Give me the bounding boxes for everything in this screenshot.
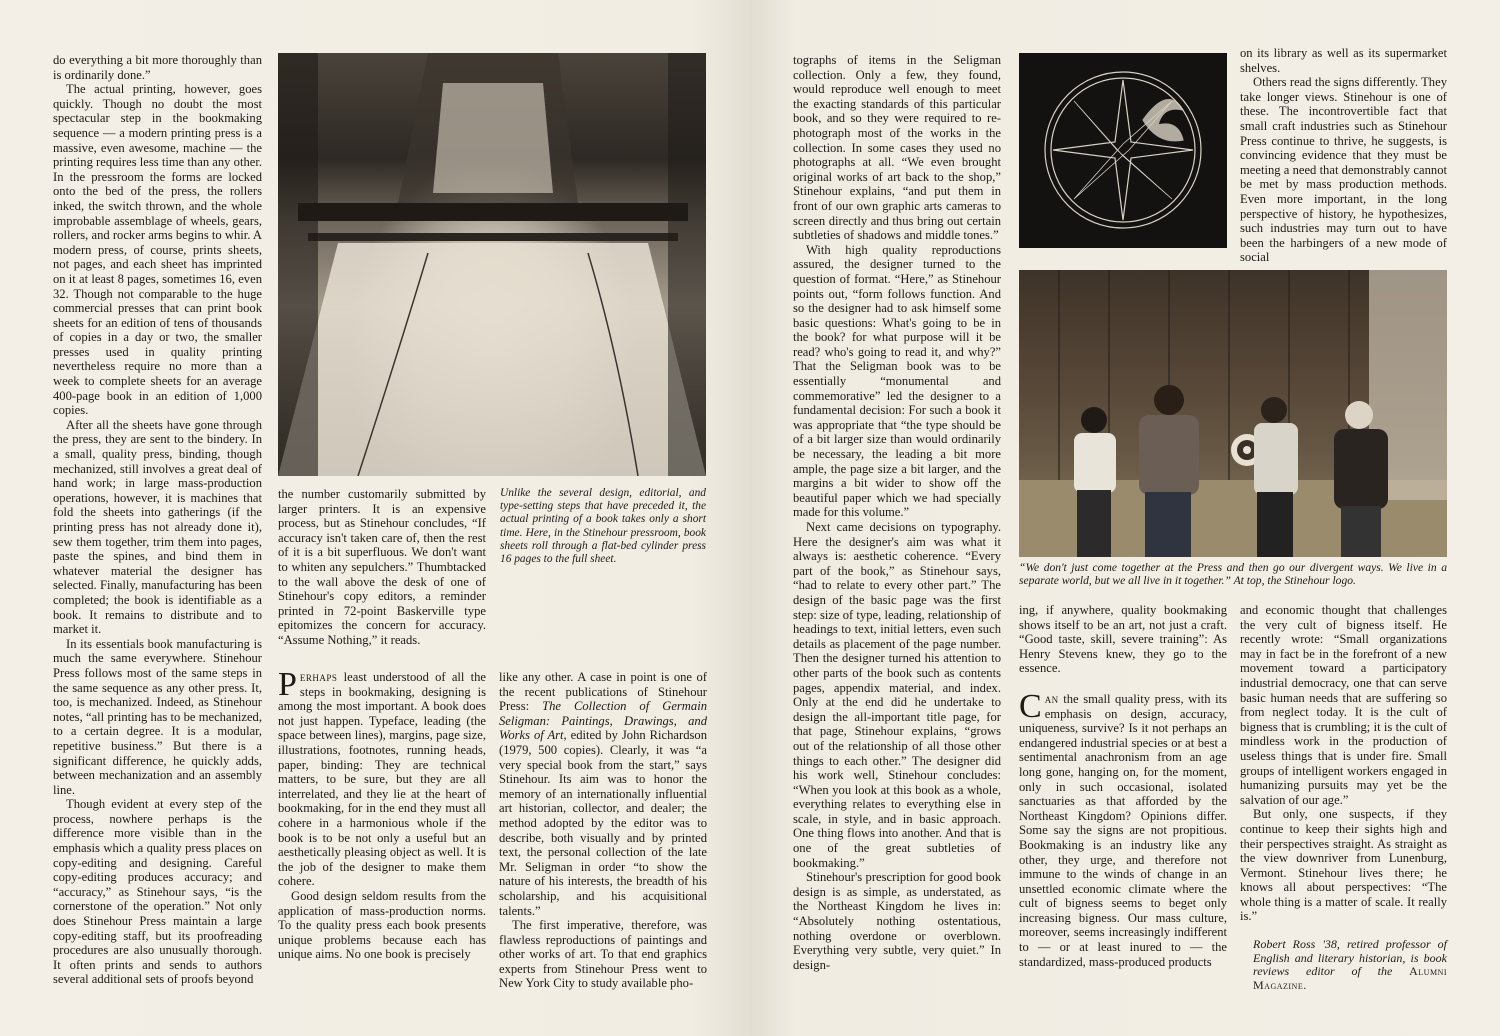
text: the small quality press, with its emphasis on design, accuracy, uniqueness, survive? Is it not perhaps an endangered industrial species or at best a sentimental anachronism from an age long gone, hanging on, for the moment, only in such occasional, isolated sanctuaries as that afforded by the Northeast Kingdom? Opinions differ. Some say the signs are not propitious. Bookmaking is an industry like any other, they urge, and therefore not immune to the winds of change in an unsettled economic climate where the cult of bigness seems to beget only increasing bigness. Our mass culture, moreover, seems increasingly indifferent to — or at least inured to — the standardized, mass-produced products <box>1019 691 1227 969</box>
right-column-2 <box>1019 603 1227 969</box>
left-column-3 <box>499 670 707 991</box>
paragraph <box>278 666 486 889</box>
paragraph: do everything a bit more thoroughly than is ordinarily done.” <box>53 53 262 82</box>
stinehour-logo-photo <box>1019 53 1227 248</box>
left-column-2-top <box>278 487 486 648</box>
drop-cap: C <box>1019 687 1042 725</box>
left-column-2-bottom <box>278 666 486 962</box>
magazine-name: Alumni Magazine. <box>1253 964 1447 992</box>
right-column-3-top <box>1240 46 1447 265</box>
paragraph: Stinehour's prescription for good book design is as simple, as understated, as the Northeast Kingdom he lives in: “Absolutely nothing ostentatious, nothing overdone or overblown. Everything very subtle, very quiet.” In design- <box>793 870 1001 972</box>
paragraph: But only, one suspects, if they continue to keep their sights high and their perspectives straight. As straight as the view downriver from Lunenburg, Vermont. Stinehour lives there; he knows all about perspectives: “The whole thing is a matter of scale. It really is.” <box>1240 807 1447 924</box>
paragraph <box>1019 687 1227 969</box>
left-column-1 <box>53 53 262 987</box>
paragraph <box>499 670 707 918</box>
drop-cap: P <box>278 666 297 703</box>
photo-caption: Unlike the several design, editorial, and type-setting steps that have preceded it, the actual printing of a book takes only a short time. Here, in the Stinehour pressroom, book sheets roll through a flat-bed cylinder press 16 pages to the full sheet. <box>500 487 706 566</box>
paragraph: ing, if anywhere, quality bookmaking shows itself to be an art, not just a craft. “Good taste, skill, severe training”: As Henry Stevens knew, they go to the essence. <box>1019 603 1227 676</box>
paragraph: The first imperative, therefore, was flawless reproductions of paintings and other works of art. To that end graphics experts from Stinehour Press went to New York City to study available pho- <box>499 918 707 991</box>
text: least understood of all the steps in bookmaking, designing is among the most important. A book does not just happen. Typeface, leading (the space between lines), margins, page size, illustrations, footnotes, running heads, paper, binding: They are technical matters, to be sure, but they are all interrelated, and they lie at the heart of bookmaking, for in the end they must all cohere in a harmonious whole if the book is to be not only a useful but an aesthetically pleasing object as well. It is the job of the designer to make them cohere. <box>278 670 486 889</box>
paragraph: on its library as well as its supermarket shelves. <box>1240 46 1447 75</box>
text: like any other. A case in point is one of the recent publications of Stinehour Press: <box>499 670 707 714</box>
book-title: The Collection of Germain Seligman: Paintings, Drawings, and Works of Art, <box>499 699 707 743</box>
compass-logo-icon <box>1019 53 1227 248</box>
paragraph: Others read the signs differently. They take longer views. Stinehour is one of these. The incontrovertible fact that small craft industries such as Stinehour Press continue to thrive, he suggests, is convincing evidence that they must be meeting a need that demonstrably cannot be met by mass production methods. Even more important, in the long perspective of history, he hypothesizes, such industries may turn out to have been the harbingers of a new mode of social <box>1240 75 1447 265</box>
small-caps-lead: an <box>1044 691 1059 706</box>
paragraph: In its essentials book manufacturing is much the same everywhere. Stinehour Press follows most of the same steps in the same sequence as any other press. It, too, is mechanized. Indeed, as Stinehour notes, “all printing has to be mechanized, to a certain degree. It is a modular, repetitive business.” But there is a significant difference, he quickly adds, between mechanization and an assembly line. <box>53 636 262 797</box>
workers-photo <box>1019 270 1447 557</box>
paragraph: tographs of items in the Seligman collection. Only a few, they found, would reproduce well enough to meet the exacting standards of this particular book, and so they were required to re-photograph most of the works in the collection. In some cases they used no photographs at all. “We even brought original works of art back to the shop,” Stinehour explains, “and put them in front of our own graphic arts cameras to screen directly and thus bring out certain subtleties of shadows and middle tones.” <box>793 53 1001 243</box>
paragraph: and economic thought that challenges the very cult of bigness itself. He recently wrote: “Small organizations may in fact be in the forefront of a new movement toward a participatory industrial democracy, one that can serve basic human needs that are suffering so from neglect today. It is the cult of bigness that is crumbling; it is the cult of mindless work in the production of useless things that is under fire. Small groups of intelligent workers engaged in humanizing pursuits may yet be the salvation of our age.” <box>1240 603 1447 807</box>
paragraph: After all the sheets have gone through the press, they are sent to the bindery. In a small, quality press, binding, though mechanized, still involves a great deal of hand work; in large mass-production operations, however, it is machines that fold the sheets into gatherings (if the printing press has not already done it), sew them together, trim them into pages, paste the spines, and bind them in whatever material the designer has selected. Finally, manufacturing has been completed; the book is identifiable as a book. It remains to distribute and to market it. <box>53 417 262 637</box>
pressroom-photo <box>278 53 706 476</box>
paragraph: Good design seldom results from the application of mass-production norms. To the quality press each book presents unique problems because each has unique aims. No one book is precisely <box>278 888 486 962</box>
right-column-1 <box>793 53 1001 972</box>
author-note <box>1240 938 1447 992</box>
text: edited by John Richardson (1979, 500 copies). Clearly, it was “a very special book from the start,” says Stinehour. Its aim was to honor the memory of an internationally influential art historian, collector, and dealer; the method adopted by the editor was to describe, both visually and by printed text, the personal collection of the late Mr. Seligman in order “to show the nature of his interests, the breadth of his scholarship, and his acquisitional talents.” <box>499 728 707 918</box>
paragraph: The actual printing, however, goes quickly. Though no doubt the most spectacular step in the bookmaking sequence — a modern printing press is a massive, even awesome, machine — the printing requires less time than any other. In the pressroom the forms are locked onto the bed of the press, the rollers inked, the switch thrown, and the whole improbable assemblage of wheels, gears, rollers, and rocker arms begins to whir. A modern press, of course, prints sheets, not pages, and each sheet has imprinted on it at least 8 pages, sometimes 16, even 32. Though not comparable to the huge commercial presses that can print book sheets for an edition of tens of thousands of copies in a day or two, the smaller presses used in quality printing nevertheless require no more than a week to complete sheets for an average 400-page book in an edition of 1,000 copies. <box>53 82 262 418</box>
paragraph: Though evident at every step of the process, nowhere perhaps is the difference more visible than in the emphasis which a quality press places on copy-editing and designing. Careful copy-editing produces accuracy; and “accuracy,” as Stinehour says, “is the cornerstone of the operation.” Not only does Stinehour Press maintain a large copy-editing staff, but its proofreading procedures are also unusually thorough. It often prints and sends to authors several additional sets of proofs beyond <box>53 797 262 987</box>
photo-caption: “We don't just come together at the Press and then go our divergent ways. We live in a separate world, but we all live in it together.” At top, the Stinehour logo. <box>1019 561 1447 588</box>
workers-at-barn-illustration <box>1019 270 1447 557</box>
paragraph: Next came decisions on typography. Here the designer's aim was what it always is: aesthetic coherence. “Every part of the book,” as Stinehour says, “had to relate to every other part.” The design of the basic page was the first step: size of type, leading, relationship of headings to text, initial letters, even such details as placement of the page number. Then the designer turned his attention to other parts of the book such as contents pages, appendix material, and index. Only at the end did he undertake to design the all-important title page, for that page, Stinehour explains, “grows out of the relationship of all those other things to each other.” The designer did his work well, Stinehour concludes: “When you look at this book as a whole, everything relates to everything else in scale, in style, and in basic approach. One thing flows into another. And that is one of the great subtleties of bookmaking.” <box>793 520 1001 870</box>
right-column-3-bottom <box>1240 603 1447 992</box>
text: Robert Ross '38, retired professor of English and literary historian, is book reviews editor of the <box>1253 937 1447 979</box>
paragraph: the number customarily submitted by larger printers. It is an expensive process, but as Stinehour concludes, “If accuracy isn't taken care of, then the rest of it is a bit superfluous. We don't want to whiten any sepulchers.” Thumbtacked to the wall above the desk of one of Stinehour's copy editors, a reminder printed in 72-point Baskerville type epitomizes the concern for accuracy. “Assume Nothing,” it reads. <box>278 487 486 647</box>
small-caps-lead: erhaps <box>299 670 338 684</box>
printing-press-illustration <box>278 53 706 476</box>
right-page <box>750 0 1500 1036</box>
paragraph: With high quality reproductions assured, the designer turned to the question of format. “Here,” as Stinehour points out, “form follows function. And so the designer had to ask himself some basic questions: What's going to be in the book? for what purpose will it be read? who's going to read it, and why?” That the Seligman book was to be essentially “monumental and commemorative” led the designer to a fundamental decision: For such a book it was appropriate that “the type should be of a bit larger size than would ordinarily be necessary, the leading a bit more ample, the page size a bit larger, and the margins a bit wider to show off the beautiful paper which we had specially made for this volume.” <box>793 242 1001 520</box>
